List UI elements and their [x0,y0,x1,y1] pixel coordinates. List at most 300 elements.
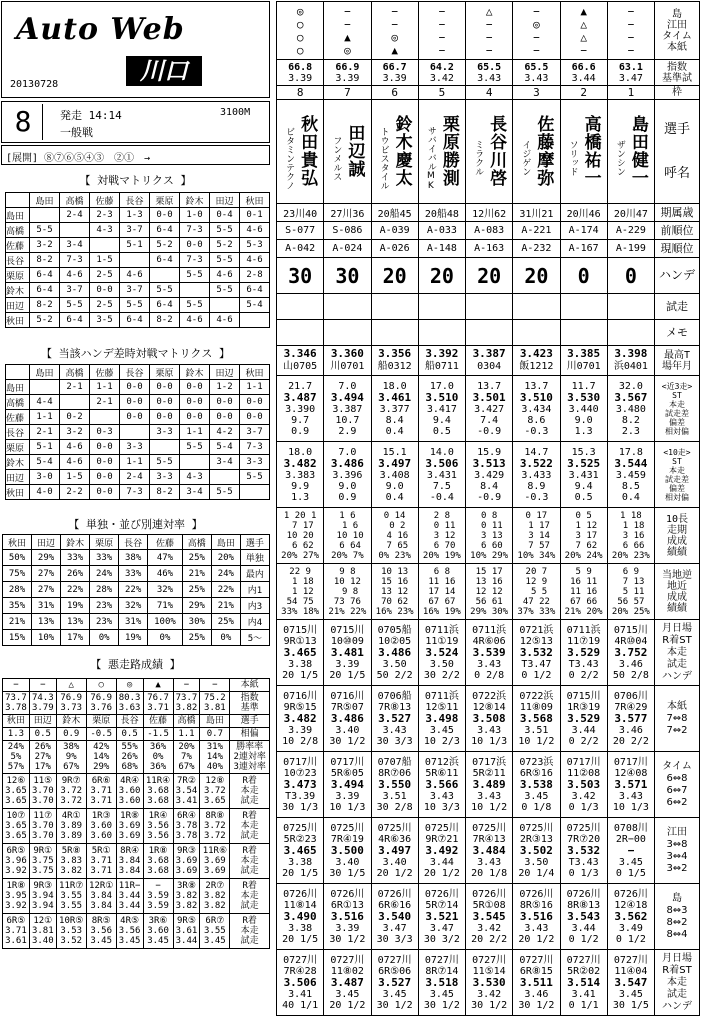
akuso-stat: 36% 0% 36% [143,741,173,774]
row-label: 試走 [655,294,700,320]
shiso-cell [324,294,371,320]
choki [277,508,700,564]
akuso-run: 5R⑧ 3.83 3.82 [56,844,86,879]
matrix-cell: 3-7 [60,283,90,298]
matrix-row-header: 栗原 [6,440,30,455]
rider-name-cell [418,100,465,204]
rates-row-label: 最内 [240,566,269,582]
race-cell: 0725川 5R②23 3.465 3.38 20 1/5 [277,818,324,884]
race-cell: 0717川 5R⑥05 3.494 3.39 10 1/3 [324,752,371,818]
matrix-cell: 4-3 [180,470,210,485]
akuso-run: 10⑦ 3.65 3.65 [3,809,30,844]
last10-cell: 14.7 3.522 3.433 8.9 -0.3 [513,442,560,508]
akuso-stat: 55% 26% 68% [116,741,143,774]
name-row [277,100,700,204]
akuso-run: 10R⑤ 3.53 3.52 [56,914,86,949]
rider-yobina: サバイバルMK [425,125,436,191]
waku-row [277,86,700,100]
rider-name: 佐藤摩弥 [533,115,554,187]
race-cell: 0722浜 11⑧09 3.568 3.51 10 1/2 [513,686,560,752]
matrix-cell: 4-6 [180,313,210,328]
matrix-col-header: 高橋 [60,193,90,208]
matrix-cell: 3-7 [120,283,150,298]
ki-cell: 20川47 [607,204,654,222]
last3 [277,376,700,442]
matrix-cell [240,313,270,328]
last10-cell: 18.0 3.482 3.383 9.9 1.3 [277,442,324,508]
akuso-mark: ▲ [143,679,173,692]
shiso-cell [277,294,324,320]
start-time: 発走 14:14 [60,109,122,122]
matrix-cell: 4-0 [30,485,60,500]
best-cell: 3.392 船0711 [418,346,465,376]
pre-cell: A-221 [513,222,560,240]
race-cell: 0725川 7R⑦20 3.532 T3.43 0 1/3 [560,818,607,884]
matrix-cell: 1-1 [120,455,150,470]
row-label: 前順位 [655,222,700,240]
rates-cell: 10% [32,630,61,646]
last3-cell: 21.7 3.487 3.390 9.7 0.9 [277,376,324,442]
rates-cell: 22% [61,582,90,598]
rates-row-label: 内1 [240,582,269,598]
matrix-cell: 5-1 [120,238,150,253]
rates-cell: 47% [148,550,183,566]
memo-cell [607,320,654,346]
matrix-col-header: 島田 [30,193,60,208]
rider-name-cell [324,100,371,204]
last3-cell: 11.7 3.530 3.440 9.0 1.3 [560,376,607,442]
waku-cell: 6 [371,86,418,100]
memo-cell [466,320,513,346]
akuso-stat: 26% 27% 17% [29,741,56,774]
tenkai [1,145,270,165]
pre-cell: A-083 [466,222,513,240]
rates-cell: 19% [61,598,90,614]
race-cell: 0726川 8R⑤16 3.516 3.43 20 1/2 [513,884,560,950]
waku-cell: 1 [607,86,654,100]
matrix-col-header: 佐藤 [90,365,120,380]
race-cell: 0715川 9R①13 3.465 3.38 20 1/5 [277,620,324,686]
rider-yobina: トウビスタイル [378,126,389,190]
ki-cell: 12川62 [466,204,513,222]
akuso-run: 11⑤ 3.70 3.70 [29,774,56,809]
row-label: 当地逆 地近 成成 績績 [655,564,700,620]
akuso-name: 長谷 [116,715,143,728]
race-cell: 0711浜 4R⑥06 3.539 3.43 0 2/8 [466,620,513,686]
akuso-row-label: 勝率率 2連対率 3連対率 [230,741,270,774]
matrix-cell [120,253,150,268]
matrix-cell: 7-3 [240,440,270,455]
rates-cell: 13% [32,614,61,630]
rates-cell: 33% [90,550,119,566]
matrix-cell: 7-3 [180,223,210,238]
rates-cell: 100% [148,614,183,630]
matrix-cell [180,283,210,298]
marks-row [277,2,700,60]
matrix-cell: 3-0 [30,470,60,485]
marks-cell: − − − − [607,2,654,60]
akuso-index: 76.9 3.73 [56,692,86,715]
race-number: 8 [4,104,43,140]
tenkai-text: [展開] ⑧⑦⑥⑤④③ ②① → [6,153,151,164]
hande-cell: 0 [607,258,654,294]
rates-col-header: 秋田 [3,535,32,550]
race-row [277,752,700,818]
memo-cell [418,320,465,346]
race-cell: 0727川 11⑤14 3.530 3.42 30 1/2 [466,950,513,1016]
hande-cell: 30 [277,258,324,294]
matrix-cell: 0-2 [60,410,90,425]
memo-cell [371,320,418,346]
rates-col-header: 鈴木 [61,535,90,550]
race-cell: 0725川 7R④13 3.484 3.43 20 1/8 [466,818,513,884]
race-class: 一般戦 [60,126,93,139]
akuso-stat: 31% 14% 40% [200,741,230,774]
matrix-cell: 0-0 [150,208,180,223]
race-cell: 0727川 8R⑦14 3.518 3.45 30 1/2 [418,950,465,1016]
shiso-cell [466,294,513,320]
now-cell: A-148 [418,240,465,258]
pre-cell: A-229 [607,222,654,240]
matrix-cell: 8-2 [30,298,60,313]
rates-cell: 19% [119,630,148,646]
choki-cell: 0 8 0 11 3 13 6 60 10% 29% [466,508,513,564]
akuso-name: 田辺 [29,715,56,728]
rider-name: 栗原勝測 [438,115,459,187]
rider-name: 田辺誠 [344,124,365,178]
matrix-cell: 0-0 [210,395,240,410]
best-cell: 3.385 川0701 [560,346,607,376]
akuso-run: 9R① 3.75 3.75 [29,844,56,879]
akuso-rel: 1.3 [3,728,30,741]
rider-yobina: フンメルス [331,135,342,181]
akuso-run: 4R① 3.89 3.89 [56,809,86,844]
hande-cell: 20 [513,258,560,294]
index-cell: 66.7 3.39 [371,60,418,86]
now-row [277,240,700,258]
matrix-cell [60,395,90,410]
last10-cell: 17.8 3.544 3.459 8.5 0.4 [607,442,654,508]
akuso-run: 1R⑧ 3.69 3.69 [116,809,143,844]
matrix-cell: 4-6 [210,268,240,283]
rates-cell: 26% [61,566,90,582]
matrix-cell [30,208,60,223]
matrix-cell: 0-0 [150,380,180,395]
rates-table [2,534,270,646]
rates-cell: 33% [61,550,90,566]
akuso-name: 栗原 [86,715,116,728]
race-cell: 0727川 7R④28 3.506 3.41 40 1/1 [277,950,324,1016]
akuso-run: 6R④ 3.78 3.78 [173,809,200,844]
matrix-col-header: 田辺 [210,365,240,380]
matrix-cell: 3-4 [60,238,90,253]
akuso-run: 9R⑦ 3.72 3.72 [56,774,86,809]
ki-cell: 31川21 [513,204,560,222]
akuso-run: 4R⑤ 3.56 3.45 [116,914,143,949]
matrix-cell: 4-3 [90,223,120,238]
pre-cell: A-033 [418,222,465,240]
akuso-rel: 1.1 [173,728,200,741]
matrix-cell: 0-0 [120,395,150,410]
matrix-cell: 2-3 [90,208,120,223]
matrix-cell: 2-1 [30,425,60,440]
akuso-index: 80.3 3.63 [116,692,143,715]
akuso-stat: 20% 7% 67% [173,741,200,774]
race-cell: 0727川 11④04 3.547 3.45 30 1/5 [607,950,654,1016]
matrix-cell: 5-5 [60,298,90,313]
shiso-cell [607,294,654,320]
rates-cell: 25% [182,550,211,566]
matrix-cell [120,425,150,440]
rates-cell: 27% [32,582,61,598]
race-cell: 0727川 6R⑧15 3.511 3.46 30 1/2 [513,950,560,1016]
matrix-cell: 5-4 [240,298,270,313]
matrix-cell: 1-0 [180,208,210,223]
toto [277,564,700,620]
akuso-run: 6R⑦ 3.55 3.45 [200,914,230,949]
matrix-cell: 5-5 [210,283,240,298]
rates-col-header: 選手 [240,535,269,550]
akuso-stat: 38% 9% 67% [56,741,86,774]
marks-cell: ◎ ○ ○ ○ [277,2,324,60]
akuso-run: 6R⑤ 3.71 3.61 [3,914,30,949]
rates-row-label: 5〜 [240,630,269,646]
pre-cell: A-039 [371,222,418,240]
akuso-mark: − [3,679,30,692]
akuso-run: 11R⑥ 3.69 3.69 [200,844,230,879]
toto-cell: 20 7 12 9 5 5 47 22 37% 33% [513,564,560,620]
last10-cell: 15.3 3.525 3.431 9.4 0.5 [560,442,607,508]
matrix2-title: 【 当該ハンデ差時対戦マトリクス 】 [41,347,230,360]
last10-cell: 14.0 3.506 3.431 7.5 -0.4 [418,442,465,508]
race-date: 20130728 [10,79,59,90]
rates-col-header: 島田 [211,535,240,550]
race-row [277,950,700,1016]
race-cell: 0717川 11②08 3.503 3.42 0 1/3 [560,752,607,818]
matrix-cell: 3-5 [90,313,120,328]
race-cell: 0716川 9R⑤15 3.482 3.39 10 2/8 [277,686,324,752]
matrix-cell: 6-4 [150,253,180,268]
matrix-cell: 6-4 [60,313,90,328]
matrix-cell: 5-5 [30,223,60,238]
hande-row [277,258,700,294]
rates-cell: 35% [3,598,32,614]
matrix-cell: 4-2 [210,425,240,440]
row-label: 期属歳 [655,204,700,222]
race-cell: 0726川 8R⑧13 3.543 3.44 0 1/2 [560,884,607,950]
choki-cell: 0 17 1 17 3 14 7 57 10% 34% [513,508,560,564]
rates-cell: 23% [90,598,119,614]
matrix-cell: 3-2 [30,238,60,253]
race-info [1,101,270,143]
matrix-row-header: 田辺 [6,298,30,313]
marks-cell: − ◎ − − [513,2,560,60]
row-label: 島 江田 タイム 本紙 [655,2,700,60]
matrix-cell: 2-5 [90,268,120,283]
akuso-name: 佐藤 [143,715,173,728]
matrix-cell: 4-6 [210,313,240,328]
matrix-col-header: 佐藤 [90,193,120,208]
matrix-cell: 3-4 [210,455,240,470]
race-cell: 0725川 2R③13 3.502 3.50 20 1/4 [513,818,560,884]
now-cell: A-199 [607,240,654,258]
logo-box [1,1,270,98]
waku-cell: 7 [324,86,371,100]
marks-cell: − − ▲ ◎ [324,2,371,60]
matrix-cell: 1-5 [60,470,90,485]
race-cell: 0711浜 11⑦19 3.529 T3.43 0 2/2 [560,620,607,686]
rider-name-cell [371,100,418,204]
rates-cell: 33% [119,566,148,582]
akuso-row-label: R着 本走 試走 [230,914,270,949]
rider-name: 長谷川啓 [486,115,507,187]
matrix-row-header: 高橋 [6,395,30,410]
rider-name-cell [513,100,560,204]
rates-cell: 22% [211,582,240,598]
matrix-cell: 5-3 [240,238,270,253]
matrix-cell: 3-3 [150,470,180,485]
ki-cell: 23川40 [277,204,324,222]
race-cell: 0706船 7R⑧13 3.527 3.43 30 3/3 [371,686,418,752]
rider-yobina: イジゲン [520,140,531,176]
matrix-cell: 5-4 [30,455,60,470]
index-cell: 65.5 3.43 [513,60,560,86]
ki-cell: 27川36 [324,204,371,222]
matrix-cell: 5-5 [210,485,240,500]
akuso-run: 3R⑥ 3.60 3.45 [143,914,173,949]
rates-col-header: 田辺 [32,535,61,550]
distance: 3100M [220,107,251,118]
akuso-rel: -0.5 [86,728,116,741]
rates-cell: 71% [148,598,183,614]
akuso-index: 76.7 3.71 [143,692,173,715]
matrix-cell: 0-4 [210,208,240,223]
race-cell: 0725川 4R⑥36 3.497 3.40 20 1/2 [371,818,418,884]
matrix-col-header: 秋田 [240,193,270,208]
rates-cell: 23% [90,614,119,630]
race-cell: 0715川 10⑩09 3.481 3.39 20 1/5 [324,620,371,686]
matrix-row-header: 島田 [6,380,30,395]
matrix-cell: 4-6 [60,455,90,470]
matrix-cell: 5-1 [30,440,60,455]
track-badge [126,56,202,86]
akuso-run: 11R− 3.44 3.44 [116,879,143,914]
akuso-stat: 24% 5% 57% [3,741,30,774]
akuso-row-label: R着 本走 試走 [230,844,270,879]
matrix-cell: 5-5 [240,470,270,485]
now-cell: A-167 [560,240,607,258]
matrix-cell: 0-0 [150,395,180,410]
matrix-corner [6,193,30,208]
rider-name-cell [466,100,513,204]
row-label: 枠 [655,86,700,100]
matrix-cell: 8-2 [150,485,180,500]
akuso-run: 12⑧ 3.72 3.65 [200,774,230,809]
row-label: 選手 呼名 [655,100,700,204]
matrix-cell: 3-3 [240,455,270,470]
rates-cell: 32% [148,582,183,598]
akuso-run: 9R③ 3.69 3.69 [173,844,200,879]
akuso-index: 73.7 3.82 [173,692,200,715]
matrix-cell: 6-4 [30,268,60,283]
matrix-cell: 6-4 [30,283,60,298]
waku-cell: 8 [277,86,324,100]
matrix-cell: 6-4 [240,283,270,298]
matrix-cell: 7-3 [120,485,150,500]
matrix-cell: 3-3 [150,425,180,440]
rates-cell: 24% [90,566,119,582]
akuso-row-label: 相偏 [230,728,270,741]
race-cell: 0722浜 12⑧14 3.508 3.43 10 1/3 [466,686,513,752]
rates-row-label: 単独 [240,550,269,566]
matrix-cell: 5-5 [120,298,150,313]
matrix-cell [210,298,240,313]
matrix-cell: 1-5 [90,253,120,268]
akuso-rel: 0.9 [56,728,86,741]
rates-cell: 28% [3,582,32,598]
matrix-cell: 5-2 [30,313,60,328]
now-cell: A-026 [371,240,418,258]
rider-name: 島田健一 [627,115,648,187]
matrix-cell: 2-4 [120,470,150,485]
shiso-cell [560,294,607,320]
matrix-cell [240,485,270,500]
akuso-run: 1R③ 3.60 3.60 [86,809,116,844]
matrix-cell: 0-0 [90,455,120,470]
now-cell: A-024 [324,240,371,258]
race-cell: 0711浜 12⑤11 3.498 3.45 10 2/3 [418,686,465,752]
matrix-cell: 2-4 [60,208,90,223]
rates-col-header: 高橋 [182,535,211,550]
index-cell: 65.5 3.43 [466,60,513,86]
matrix-cell [150,268,180,283]
rates-title: 【 単独・並び別連対率 】 [68,518,203,531]
race-cell: 0726川 5R①08 3.545 3.42 20 2/2 [466,884,513,950]
rates-cell: 0% [148,630,183,646]
matrix-cell [60,223,90,238]
row-label: 江田 3⇔8 3⇔4 3⇔2 [655,818,700,884]
track-name: 川口 [140,56,188,85]
last3-cell: 32.0 3.567 3.480 8.2 2.3 [607,376,654,442]
toto-cell: 10 13 15 16 13 12 70 62 16% 23% [371,564,418,620]
matrix-cell: 0-0 [90,283,120,298]
rider-yobina: ソリッド [567,140,578,176]
rates-cell: 38% [119,550,148,566]
row-label: ハンデ [655,258,700,294]
best-cell: 3.346 山0705 [277,346,324,376]
last3-cell: 18.0 3.461 3.377 8.4 0.4 [371,376,418,442]
akuso-rel: 0.7 [200,728,230,741]
matrix-cell: 1-1 [180,425,210,440]
race-cell: 0711浜 11①19 3.524 3.50 30 2/2 [418,620,465,686]
akuso-run: 4R④ 3.60 3.60 [116,774,143,809]
marks-cell: − − ◎ ▲ [371,2,418,60]
rates-cell: 28% [90,582,119,598]
matrix-col-header: 鈴木 [180,193,210,208]
matrix-cell: 4-6 [240,223,270,238]
matrix-cell: 1-1 [90,380,120,395]
matrix-col-header: 田辺 [210,193,240,208]
marks-cell: − − − − [418,2,465,60]
rates-cell: 25% [211,614,240,630]
race-cell: 0712浜 5R⑥11 3.566 3.43 10 3/3 [418,752,465,818]
matrix-cell: 1-1 [240,380,270,395]
matrix-col-header: 長谷 [120,365,150,380]
matrix-row-header: 長谷 [6,425,30,440]
matrix-cell: 2-8 [240,268,270,283]
rates-row-label: 内4 [240,614,269,630]
toto-cell: 15 17 13 16 12 12 56 61 29% 30% [466,564,513,620]
